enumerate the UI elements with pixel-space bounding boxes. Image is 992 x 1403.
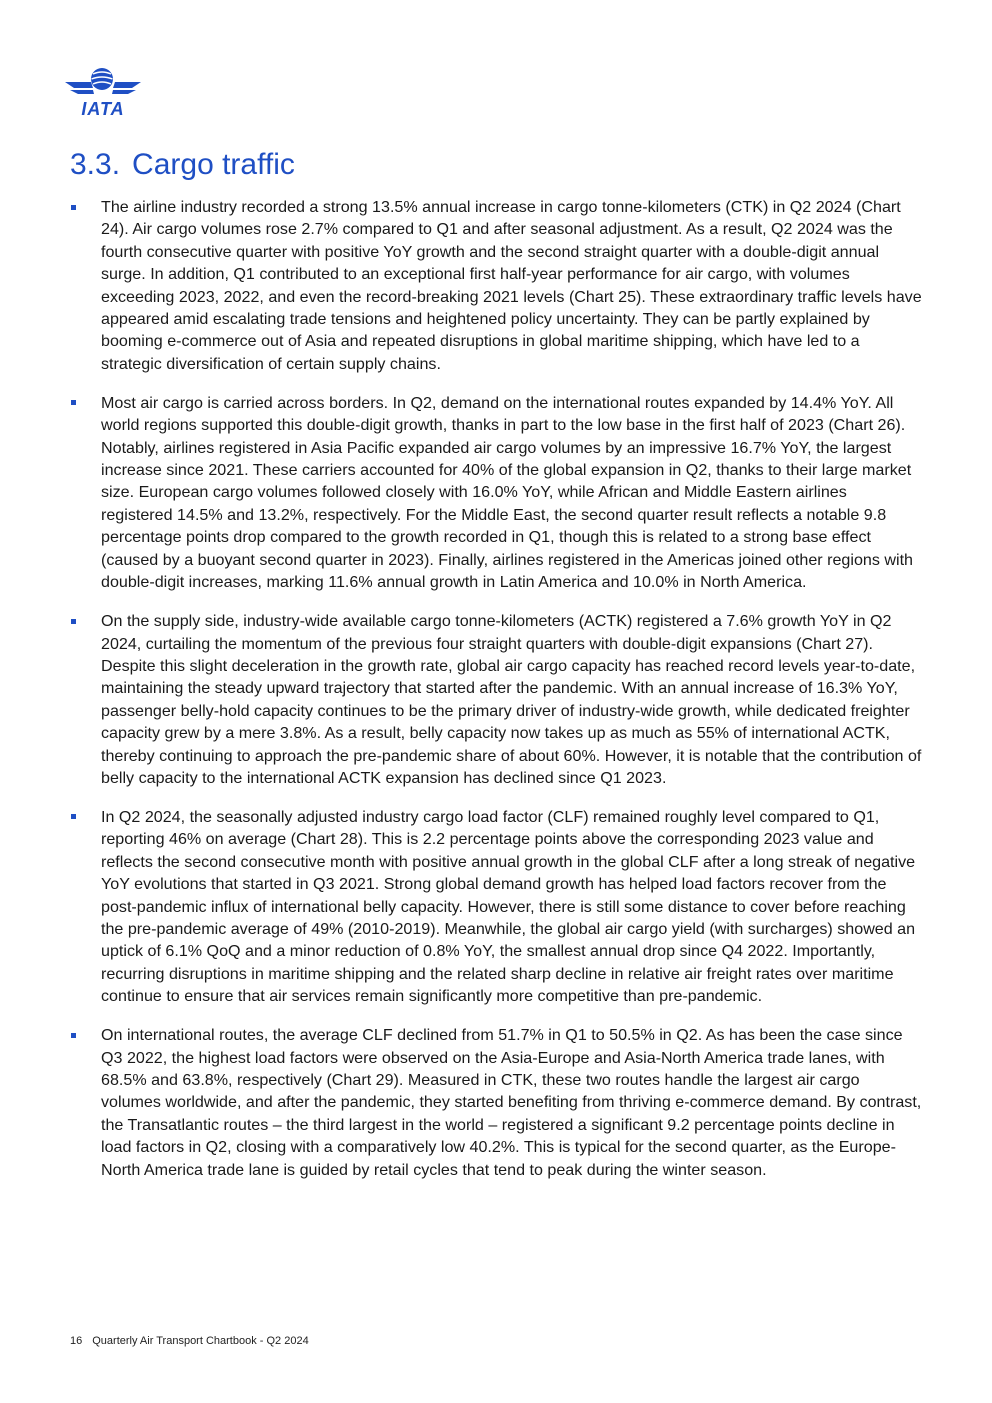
bullet-square-icon	[71, 814, 76, 819]
bullet-text: On the supply side, industry-wide available cargo tonne-kilometers (ACTK) registered a 7.6% growth YoY in Q2 2024, curtailing the momentum of the previous four straight quarters with double-digit expansions (Chart 27). Despite this slight deceleration in the growth rate, global air cargo capacity has reached record levels year-to-date, maintaining the steady upward trajectory that started after the pandemic. With an annual increase of 16.3% YoY, passenger belly-hold capacity continues to be the primary driver of industry-wide growth, while dedicated freighter capacity grew by a mere 3.8%. As a result, belly capacity now takes up as much as 55% of international ACTK, thereby continuing to approach the pre-pandemic share of about 60%. However, it is notable that the contribution of belly capacity to the international ACTK expansion has declined since Q1 2023.	[101, 612, 922, 787]
bullet-text: On international routes, the average CLF declined from 51.7% in Q1 to 50.5% in Q2. As has been the case since Q3 2022, the highest load factors were observed on the Asia-Europe and Asia-North America trade lanes, with 68.5% and 63.8%, respectively (Chart 29). Measured in CTK, these two routes handle the largest air cargo volumes worldwide, and after the pandemic, they started benefiting from thriving e-commerce demand. By contrast, the Transatlantic routes – the third largest in the world – registered a significant 9.2 percentage points decline in load factors in Q2, closing with a comparatively low 40.2%. This is typical for the second quarter, as the Europe-North America trade lane is guided by retail cycles that tend to peak during the winter season.	[101, 1026, 922, 1179]
page-number: 16	[70, 1335, 83, 1347]
logo-text: IATA	[81, 99, 125, 118]
iata-logo	[64, 66, 144, 118]
bullet-text: Most air cargo is carried across borders. In Q2, demand on the international routes expanded by 14.4% YoY. All world regions supported this double-digit growth, thanks in part to the low base in the first half of 2023 (Chart 26). Notably, airlines registered in Asia Pacific expanded air cargo volumes by an impressive 16.7% YoY, the largest increase since 2021. These carriers accounted for 40% of the global expansion in Q2, thanks to their large market size. European cargo volumes followed closely with 16.0% YoY, while African and Middle Eastern airlines registered 14.5% and 13.2%, respectively. For the Middle East, the second quarter result reflects a notable 9.8 percentage points drop compared to the growth recorded in Q1, though this is related to a strong base effect (caused by a buoyant second quarter in 2023). Finally, airlines registered in the Americas joined other regions with double-digit increases, marking 11.6% annual growth in Latin America and 10.0% in North America.	[101, 393, 913, 592]
bullet-square-icon	[71, 1033, 76, 1038]
bullet-text: In Q2 2024, the seasonally adjusted industry cargo load factor (CLF) remained roughly level compared to Q1, reporting 46% on average (Chart 28). This is 2.2 percentage points above the corresponding 2023 value and reflects the second consecutive month with positive annual growth in the global CLF after a long streak of negative YoY evolutions that started in Q3 2021. Strong global demand growth has helped load factors recover from the post-pandemic influx of international belly capacity. However, there is still some distance to cover before reaching the pre-pandemic average of 49% (2010-2019). Meanwhile, the global air cargo yield (with surcharges) showed an uptick of 6.1% QoQ and a minor reduction of 0.8% YoY, the smallest annual drop since Q4 2022. Importantly, recurring disruptions in maritime shipping and the related sharp decline in relative air freight rates over maritime continue to ensure that air services remain significantly more competitive than pre-pandemic.	[101, 807, 916, 1006]
bullet-item	[70, 196, 922, 375]
section-heading	[70, 148, 295, 182]
bullet-list	[70, 196, 922, 1198]
bullet-item	[70, 610, 922, 789]
bullet-item	[70, 1024, 922, 1181]
section-title: Cargo traffic	[132, 148, 295, 181]
section-number: 3.3.	[70, 148, 121, 181]
bullet-square-icon	[71, 400, 76, 405]
publication-title: Quarterly Air Transport Chartbook - Q2 2024	[92, 1335, 309, 1347]
bullet-square-icon	[71, 619, 76, 624]
bullet-item	[70, 392, 922, 594]
bullet-item	[70, 806, 922, 1008]
page-footer	[70, 1335, 309, 1347]
bullet-square-icon	[71, 205, 76, 210]
bullet-text: The airline industry recorded a strong 13.5% annual increase in cargo tonne-kilometers (CTK) in Q2 2024 (Chart 24). Air cargo volumes rose 2.7% compared to Q1 and after seasonal adjustment. As a result, Q2 2024 was the fourth consecutive quarter with positive YoY growth and the second straight quarter with a double-digit annual surge. In addition, Q1 contributed to an exceptional first half-year performance for air cargo, with volumes exceeding 2023, 2022, and even the record-breaking 2021 levels (Chart 25). These extraordinary traffic levels have appeared amid escalating trade tensions and heightened policy uncertainty. They can be partly explained by booming e-commerce out of Asia and repeated disruptions in global maritime shipping, which have led to a strategic diversification of certain supply chains.	[101, 198, 922, 373]
